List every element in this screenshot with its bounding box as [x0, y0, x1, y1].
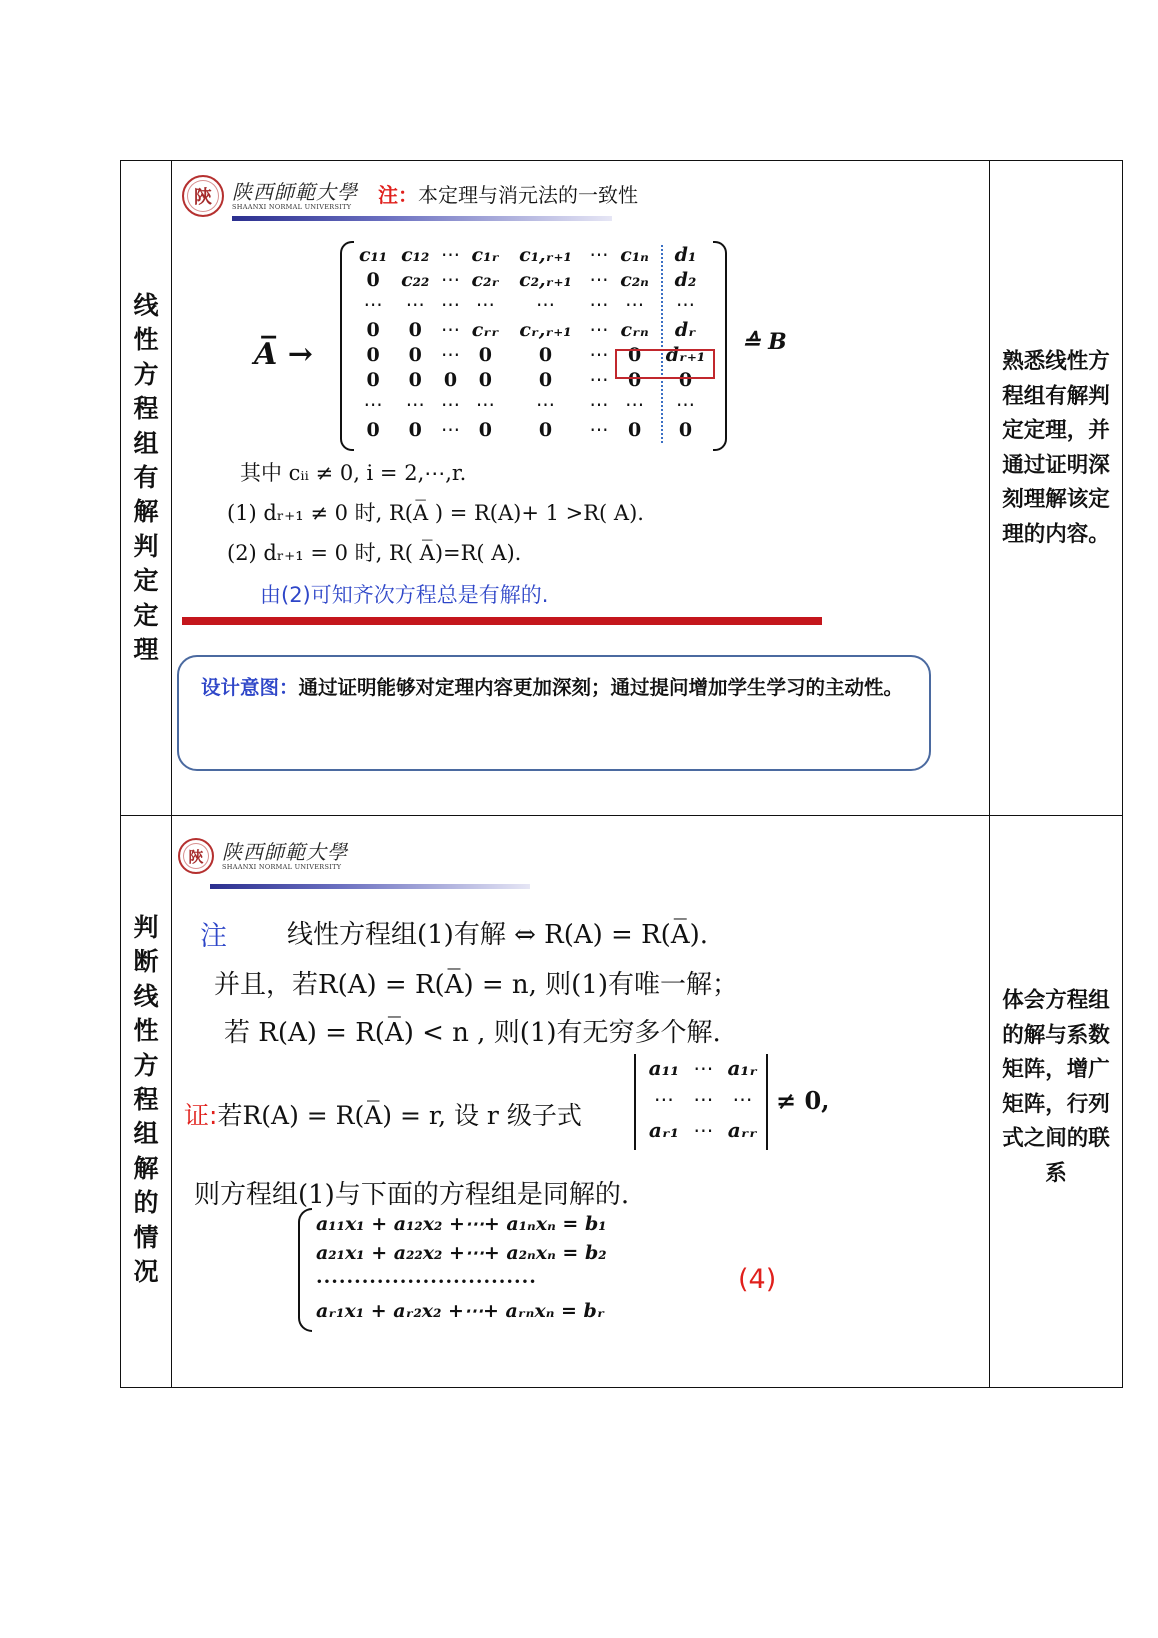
matrix-entry: ⋯: [440, 419, 460, 441]
matrix-row: [640, 1118, 766, 1149]
unique-solution-line: 并且，若R(A) = R(A̅) = n, 则(1)有唯一解；: [214, 970, 739, 1000]
matrix-entry: cᵣ,ᵣ₊₁: [519, 319, 572, 341]
row-title-char: 定: [133, 600, 159, 630]
matrix-entry: 0: [627, 419, 642, 441]
matrix-entry: ⋯: [693, 1087, 714, 1111]
matrix-entry: c₂₂: [401, 269, 430, 291]
design-intent-label: 设计意图：: [201, 676, 299, 699]
matrix-entry: dᵣ₊₁: [665, 344, 706, 366]
case-2-line: (2) dᵣ₊₁ = 0 时, R( A̅)=R( A).: [227, 541, 522, 565]
lesson-table: [120, 160, 1123, 1388]
row-title-char: 程: [133, 1085, 159, 1115]
matrix-entry: 0: [408, 319, 422, 341]
row-title-vertical: [121, 816, 171, 1289]
matrix-entry: ⋯: [405, 394, 425, 416]
row-title-char: 解: [133, 497, 159, 527]
matrix-entry: 0: [408, 369, 422, 391]
matrix-row: [640, 1087, 766, 1118]
matrix-entry: c₂ᵣ: [471, 269, 500, 291]
university-name-cn: 陕西師範大學: [232, 180, 358, 204]
university-name-en: SHAANXI NORMAL UNIVERSITY: [222, 863, 342, 871]
row-title-char: 方: [133, 359, 159, 389]
design-intent-text: [201, 671, 913, 705]
matrix-entry: ⋯: [405, 294, 425, 316]
row-title-char: 情: [133, 1222, 159, 1252]
proof-text: 若R(A) = R(A̅) = r, 设 r 级子式: [217, 1101, 582, 1130]
matrix-entry: ⋯: [589, 319, 609, 341]
matrix-entry: 0: [443, 369, 458, 391]
table-row: [121, 816, 1123, 1388]
equation-system: [316, 1210, 607, 1326]
matrix-entry: 0: [678, 369, 693, 391]
matrix-entry: ⋯: [589, 419, 609, 441]
matrix-entry: ⋯: [589, 394, 609, 416]
system-equation: a₂₁x₁ + a₂₂x₂ +⋯+ a₂ₙxₙ = b₂: [316, 1242, 607, 1264]
determinant-right-bar: [766, 1054, 768, 1150]
red-rule: [182, 617, 822, 625]
matrix-entry: c₁ᵣ: [471, 244, 500, 266]
matrix-entry: 0: [408, 344, 422, 366]
matrix-entry: ⋯: [675, 394, 695, 416]
header-gradient-bar: [210, 884, 530, 889]
matrix-entry: a₁₁: [648, 1056, 680, 1080]
matrix-entry: c₁,ᵣ₊₁: [519, 244, 572, 266]
row-title-char: 判: [133, 531, 159, 561]
echelon-matrix: [340, 241, 727, 451]
table-row: [121, 161, 1123, 816]
matrix-entry: 0: [478, 344, 492, 366]
matrix-entry: ⋯: [475, 394, 495, 416]
row-title-char: 方: [133, 1050, 159, 1080]
row-title-char: 性: [133, 325, 159, 355]
matrix-entry: ⋯: [589, 294, 609, 316]
matrix-entry: 0: [366, 344, 380, 366]
matrix-entry: dᵣ: [674, 319, 697, 341]
matrix-entry: ⋯: [440, 394, 460, 416]
slide-cell: [172, 816, 990, 1388]
condition-line: 其中 cᵢᵢ ≠ 0, i = 2,⋯,r.: [240, 461, 467, 485]
matrix-entry: c₁₂: [401, 244, 430, 266]
header-gradient-bar: [232, 216, 612, 221]
matrix-row: [640, 1056, 766, 1087]
matrix-entry: 0: [538, 419, 553, 441]
matrix-entry: cᵣₙ: [620, 319, 649, 341]
matrix-entry: d₂: [674, 269, 697, 291]
matrix-entry: c₂ₙ: [620, 269, 649, 291]
proof-line: [184, 1096, 582, 1132]
matrix-entry: aᵣ₁: [648, 1118, 679, 1142]
matrix-entry: ⋯: [732, 1087, 753, 1111]
matrix-entry: cᵣᵣ: [471, 319, 500, 341]
determinant-left-bar: [634, 1054, 636, 1150]
row-title-char: 理: [133, 635, 159, 665]
row-title-vertical: [121, 161, 171, 667]
row-title-cell: [121, 816, 172, 1388]
note-text: 本定理与消元法的一致性: [418, 183, 638, 207]
matrix-entry: 0: [478, 369, 492, 391]
determinant-nonzero: ≠ 0,: [776, 1086, 830, 1115]
matrix-entry: c₂,ᵣ₊₁: [519, 269, 572, 291]
goal-text: 熟悉线性方程组有解判定定理，并通过证明深刻理解该定理的内容。: [1002, 349, 1110, 547]
goal-cell: [990, 161, 1123, 816]
augmented-matrix-arrow: A̅ →: [254, 337, 313, 372]
matrix-entry: 0: [366, 269, 380, 291]
determinant-grid: [640, 1056, 766, 1149]
matrix-entry: ⋯: [440, 294, 460, 316]
proof-label: 证:: [184, 1101, 218, 1130]
row-title-char: 解: [133, 1153, 159, 1183]
equivalent-system-line: 则方程组(1)与下面的方程组是同解的.: [194, 1180, 630, 1210]
system-equation: ·····························: [316, 1271, 537, 1293]
university-name-en: SHAANXI NORMAL UNIVERSITY: [232, 203, 352, 211]
row-title-char: 有: [133, 463, 159, 493]
matrix-entry: ⋯: [693, 1118, 714, 1142]
matrix-entry: a₁ᵣ: [727, 1056, 758, 1080]
goal-text: 体会方程组的解与系数矩阵，增广矩阵，行列式之间的联系: [1002, 988, 1110, 1186]
seal-icon: 陝: [178, 838, 214, 874]
matrix-entry: c₁₁: [358, 244, 388, 266]
matrix-entry: ⋯: [440, 344, 460, 366]
matrix-entry: ⋯: [440, 269, 460, 291]
matrix-entry: ⋯: [440, 244, 460, 266]
row-title-char: 性: [133, 1016, 159, 1046]
matrix-entry: d₁: [674, 244, 697, 266]
row-title-char: 的: [133, 1188, 159, 1218]
row-title-char: 判: [133, 913, 159, 942]
matrix-entry: 0: [366, 369, 380, 391]
matrix-entry: c₁ₙ: [620, 244, 649, 266]
note-label: 注：: [378, 183, 418, 207]
matrix-entry: ⋯: [475, 294, 495, 316]
system-equation: a₁₁x₁ + a₁₂x₂ +⋯+ a₁ₙxₙ = b₁: [316, 1213, 607, 1235]
matrix-entry: ⋯: [693, 1056, 714, 1080]
equals-b: ≙ B: [742, 329, 787, 355]
matrix-entry: ⋯: [589, 244, 609, 266]
matrix-entry: 0: [538, 344, 553, 366]
matrix-entry: ⋯: [363, 294, 383, 316]
slide-theorem: [172, 161, 989, 815]
matrix-entry: ⋯: [589, 344, 609, 366]
university-logo: [182, 175, 358, 217]
note-label: 注: [200, 921, 227, 952]
matrix-entry: 0: [408, 419, 422, 441]
matrix-entry: 0: [627, 344, 642, 366]
goal-cell: [990, 816, 1123, 1388]
matrix-entry: aᵣᵣ: [727, 1118, 758, 1142]
row-title-char: 程: [133, 394, 159, 424]
row-title-cell: [121, 161, 172, 816]
design-intent-box: [177, 655, 931, 771]
matrix-entry: ⋯: [363, 394, 383, 416]
matrix-entry: 0: [538, 369, 553, 391]
slide-solution-cases: [172, 816, 989, 1387]
system-equation: aᵣ₁x₁ + aᵣ₂x₂ +⋯+ aᵣₙxₙ = bᵣ: [316, 1300, 605, 1322]
system-brace: [298, 1208, 312, 1332]
augment-divider: [661, 245, 663, 443]
conclusion-line: 由(2)可知齐次方程总是有解的.: [260, 583, 549, 607]
matrix-entry: ⋯: [440, 319, 460, 341]
row-title-char: 组: [133, 1119, 159, 1149]
row-title-char: 定: [133, 566, 159, 596]
slide-cell: [172, 161, 990, 816]
row-title-char: 况: [133, 1257, 159, 1287]
minor-determinant: [640, 1056, 766, 1149]
matrix-entry: ⋯: [535, 394, 555, 416]
highlight-box: [615, 349, 715, 379]
row-title-char: 线: [133, 981, 159, 1011]
matrix-entry: ⋯: [589, 369, 609, 391]
seal-icon: 陝: [182, 175, 224, 217]
matrix-entry: 0: [678, 419, 693, 441]
university-logo: [178, 838, 348, 874]
matrix-entry: ⋯: [675, 294, 695, 316]
matrix-entry: 0: [366, 319, 380, 341]
row-title-char: 断: [133, 947, 159, 977]
infinite-solutions-line: 若 R(A) = R(A̅) < n , 则(1)有无穷多个解.: [224, 1018, 721, 1048]
matrix-entry: ⋯: [589, 269, 609, 291]
equation-number: (4): [738, 1264, 777, 1295]
matrix-entry: 0: [478, 419, 492, 441]
matrix-entry: 0: [366, 419, 380, 441]
row-title-char: 线: [133, 291, 159, 320]
matrix-entry: 0: [627, 369, 642, 391]
matrix-right-bracket: [713, 241, 727, 451]
matrix-entry: ⋯: [653, 1087, 674, 1111]
solvable-condition: 线性方程组(1)有解 ⇔ R(A) = R(A̅).: [287, 920, 709, 950]
matrix-entry: ⋯: [625, 294, 645, 316]
matrix-entry: ⋯: [535, 294, 555, 316]
university-name-cn: 陕西師範大學: [222, 840, 348, 864]
note-line: [378, 179, 638, 208]
row-title-char: 组: [133, 428, 159, 458]
design-intent-body: 通过证明能够对定理内容更加深刻；通过提问增加学生学习的主动性。: [298, 676, 904, 699]
matrix-entry: ⋯: [625, 394, 645, 416]
case-1-line: (1) dᵣ₊₁ ≠ 0 时, R(A̅ ) = R(A)+ 1 >R( A).: [227, 501, 644, 525]
